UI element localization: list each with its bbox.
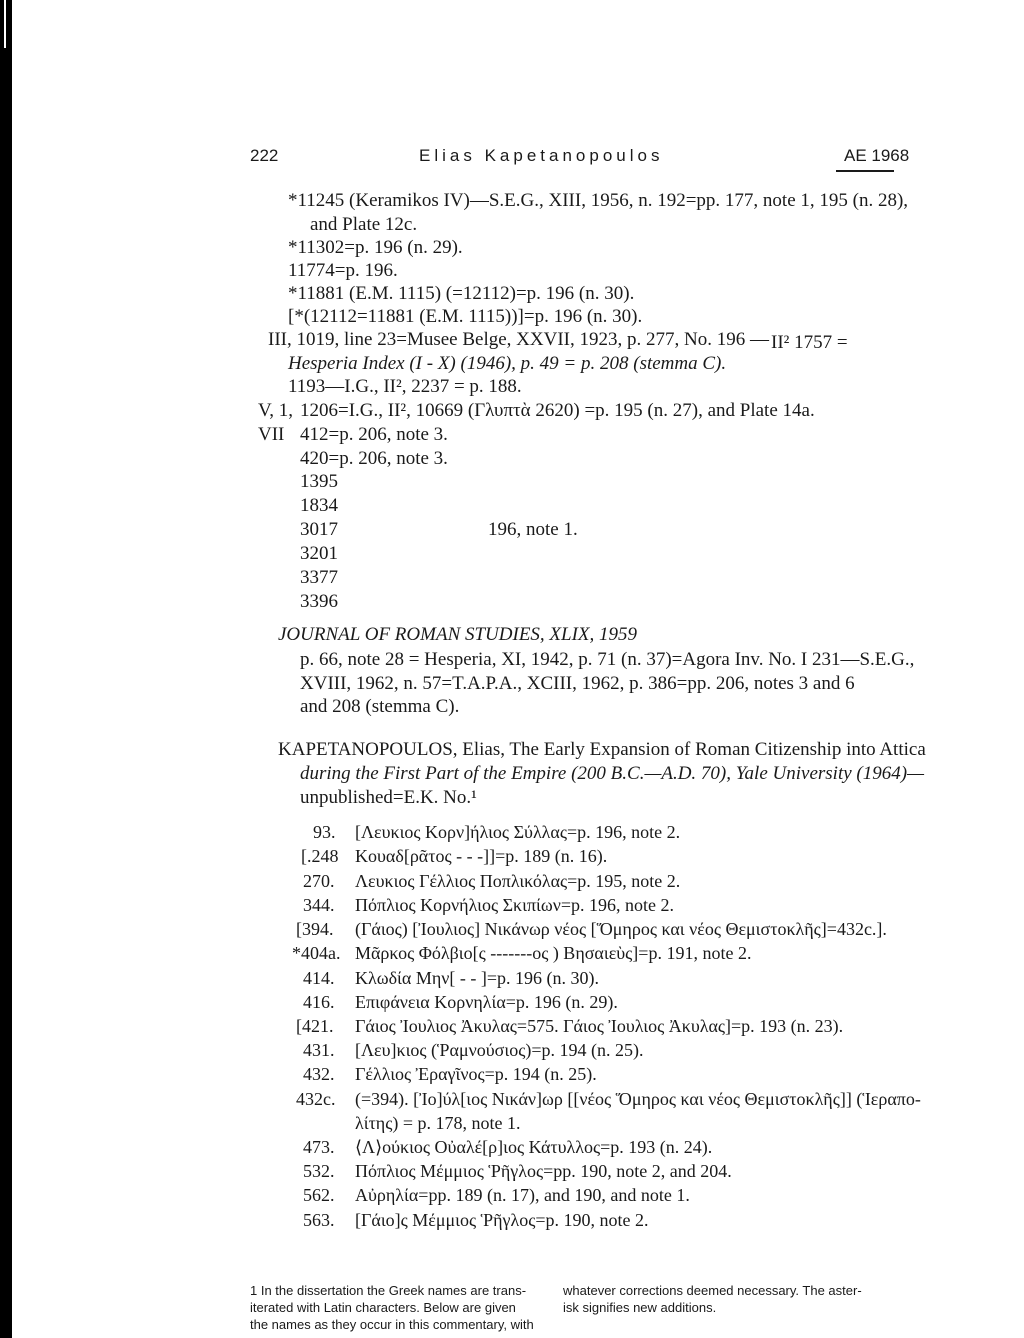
index-line: 1395 [300,471,338,492]
index-line: 1206=I.G., II², 10669 (Γλυπτὰ 2620) =p. 195 (n. 27), and Plate 14a. [300,400,815,421]
footnote-line: iterated with Latin characters. Below are given [250,1300,516,1315]
entry-number: [421. [296,1016,334,1036]
index-line: *11881 (E.M. 1115) (=12112)=p. 196 (n. 30). [288,283,635,304]
entry-number: 416. [303,992,335,1012]
index-line: 1193—I.G., II², 2237 = p. 188. [288,376,522,397]
side-reference: II² 1757 = [771,332,848,353]
index-line: 3201 [300,543,338,564]
index-line: Hesperia Index (I - X) (1946), p. 49 = p. 208 (stemma C). [288,353,727,374]
entry-number: 432c. [296,1089,336,1109]
running-title: Elias Kapetanopoulos [419,146,664,165]
index-line: *11302=p. 196 (n. 29). [288,237,463,258]
page-number: 222 [250,146,279,165]
index-line: and Plate 12c. [310,214,418,235]
index-line: 1834 [300,495,338,516]
index-line: III, 1019, line 23=Musee Belge, XXVII, 1923, p. 277, No. 196 — [268,329,769,350]
entry-text: (Γάιος) [Ἰουλιος] Νικάνωρ νέος [Ὅμηρος και νέος Θεμιστοκλῆς]=432c.]. [355,919,887,939]
footnote-line: the names as they occur in this commentary, with [250,1317,534,1332]
entry-number: 532. [303,1161,335,1181]
entry-number: 563. [303,1210,335,1230]
index-line: *11245 (Keramikos IV)—S.E.G., XIII, 1956, n. 192=pp. 177, note 1, 195 (n. 28), [288,190,909,211]
dissertation-line: KAPETANOPOULOS, Elias, The Early Expansion of Roman Citizenship into Attica [278,739,926,760]
footnote-line: whatever corrections deemed necessary. The aster- [563,1283,862,1298]
index-volume-label: VII [258,424,285,445]
index-line: 412=p. 206, note 3. [300,424,448,445]
entry-text: Επιφάνεια Κορνηλία=p. 196 (n. 29). [355,992,618,1012]
dissertation-line: unpublished=E.K. No.¹ [300,787,477,808]
entry-number: 431. [303,1040,335,1060]
entry-text: Λευκιος Γέλλιος Ποπλικόλας=p. 195, note 2. [355,871,681,891]
entry-text-continued: λίτης) = p. 178, note 1. [355,1113,521,1133]
index-line: 3396 [300,591,338,612]
jrs-line: XVIII, 1962, n. 57=T.A.P.A., XCIII, 1962, p. 386=pp. 206, notes 3 and 6 [300,673,855,694]
index-line: 3377 [300,567,338,588]
entry-number: 414. [303,968,335,988]
footnote-line: 1 In the dissertation the Greek names are trans- [250,1283,527,1298]
entry-text: [Γάιο]ς Μέμμιος Ῥῆγλος=p. 190, note 2. [355,1210,649,1230]
dissertation-line: during the First Part of the Empire (200 B.C.—A.D. 70), Yale University (1964)— [300,763,924,784]
entry-text: [Λευκιος Κορν]ήλιος Σύλλας=p. 196, note 2. [355,822,681,842]
jrs-line: p. 66, note 28 = Hesperia, XI, 1942, p. 71 (n. 37)=Agora Inv. No. I 231—S.E.G., [300,649,915,670]
entry-number: 473. [303,1137,335,1157]
entry-number: [.248 [301,846,339,866]
index-line: [*(12112=11881 (E.M. 1115))]=p. 196 (n. 30). [288,306,643,327]
jrs-line: and 208 (stemma C). [300,696,460,717]
index-line: 420=p. 206, note 3. [300,448,448,469]
entry-text: [Λευ]κιος (Ῥαμνούσιος)=p. 194 (n. 25). [355,1040,644,1060]
entry-text: Αὐρηλία=pp. 189 (n. 17), and 190, and note 1. [355,1185,690,1205]
header-rule [836,170,894,172]
entry-text: Γάιος Ἰουλιος Ἀκυλας=575. Γάιος Ἰουλιος Ἀκυλας]=p. 193 (n. 23). [355,1016,844,1036]
entry-number: [394. [296,919,334,939]
entry-number: 344. [303,895,335,915]
entry-text: Κουαδ[ρᾶτος - - -]]=p. 189 (n. 16). [355,846,608,866]
index-line: 3017 [300,519,338,540]
index-line: 11774=p. 196. [288,260,398,281]
entry-text: ⟨Λ⟩ούκιος Οὐαλέ[ρ]ιος Κάτυλλος=p. 193 (n. 24). [355,1137,713,1157]
entry-text: Πόπλιος Κορνήλιος Σκιπίων=p. 196, note 2. [355,895,675,915]
document-page [12,0,1024,1338]
entry-number: 562. [303,1185,335,1205]
jrs-heading: JOURNAL OF ROMAN STUDIES, XLIX, 1959 [278,624,638,645]
entry-text: Κλωδία Μην[ - - ]=p. 196 (n. 30). [355,968,600,988]
entry-number: *404a. [292,943,341,963]
entry-number: 270. [303,871,335,891]
index-note: 196, note 1. [488,519,578,540]
entry-text: Μᾶρκος Φόλβιο[ς -------ος ) Βησαιεὺς]=p. 191, note 2. [355,943,752,963]
entry-number: 93. [313,822,336,842]
entry-text: Γέλλιος Ἐραγῖνος=p. 194 (n. 25). [355,1064,597,1084]
entry-text: Πόπλιος Μέμμιος Ῥῆγλος=pp. 190, note 2, and 204. [355,1161,732,1181]
footnote-line: isk signifies new additions. [563,1300,717,1315]
index-volume-label: V, 1, [258,400,294,421]
entry-text: (=394). [Ἰο]ύλ[ιος Νικάν]ωρ [[νέος Ὅμηρος και νέος Θεμιστοκλῆς]] (Ἱεραπο- [355,1089,921,1109]
scan-edge [4,0,6,48]
journal-ref: ΑΕ 1968 [844,146,910,165]
entry-number: 432. [303,1064,335,1084]
